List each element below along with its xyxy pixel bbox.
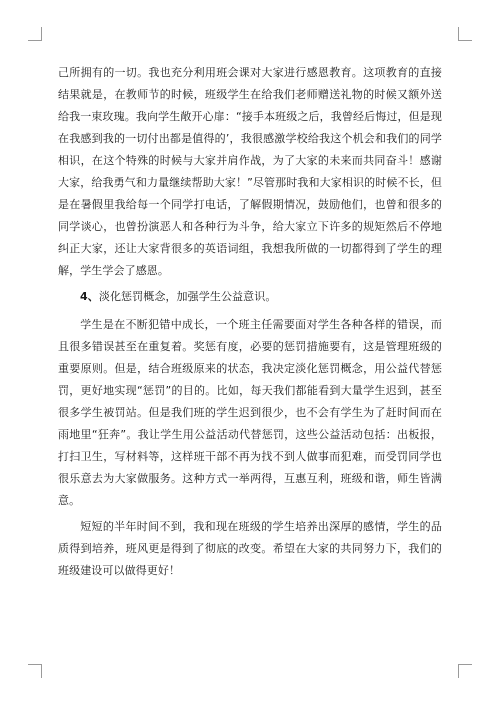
paragraph-3-text: 短短的半年时间不到，我和现在班级的学生培养出深厚的感情，学生的品质得到培养，班风更是得到了彻底的改变。希望在大家的共同努力下，我们的班级建设可以做得更好！ <box>58 520 442 577</box>
paragraph-2 <box>58 314 442 512</box>
crop-mark-top-left-h <box>28 40 42 41</box>
document-body <box>58 62 442 582</box>
crop-mark-bottom-left-h <box>28 664 42 665</box>
paragraph-2-text: 学生是在不断犯错中成长，一个班主任需要面对学生各种各样的错误，而且很多错误甚至在重复着。奖惩有度，必要的惩罚措施要有，这是管理班级的重要原则。但是，结合班级原来的状态，我决定淡化惩罚概念，用公益代替惩罚，更好地实现“惩罚”的目的。比如，每天我们都能看到大量学生迟到，甚至很多学生被罚站。但是我们班的学生迟到很少，也不会有学生为了赶时间而在雨地里“狂奔”。我让学生用公益活动代替惩罚，这些公益活动包括：出板报，打扫卫生，写材料等，这样班干部不再为找不到人做事而犯难，而受罚同学也很乐意去为大家做服务。这种方式一举两得，互惠互利，班级和谐，师生皆满意。 <box>58 318 442 507</box>
crop-mark-top-right-h <box>458 40 472 41</box>
section-heading <box>58 286 442 308</box>
paragraph-1: 己所拥有的一切。我也充分利用班会课对大家进行感恩教育。这项教育的直接结果就是，在教师节的时候，班级学生在给我们老师赠送礼物的时候又额外送给我一束玫瑰。我向学生敞开心扉：“接手本班级之后，我曾经后悔过，但是现在我感到我的一切付出都是值得的’，我很感激学校给我这个机会和我们的同学相识，在这个特殊的时候与大家并肩作战，为了大家的未来而共同奋斗！感谢大家，给我勇气和力量继续帮助大家！”尽管那时我和大家相识的时候不长，但是在暑假里我给每一个同学打电话，了解假期情况，鼓励他们，也曾和很多的同学谈心，也曾扮演恶人和各种行为斗争，给大家立下许多的规矩然后不停地纠正大家，还让大家背很多的英语词组，我想我所做的一切都得到了学生的理解，学生学会了感恩。 <box>58 66 442 277</box>
crop-mark-bottom-right-h <box>458 664 472 665</box>
crop-mark-top-left-v <box>41 27 42 41</box>
section-number: 4、 <box>80 290 99 303</box>
paragraph-3 <box>58 516 442 582</box>
crop-mark-bottom-right-v <box>458 664 459 678</box>
crop-mark-top-right-v <box>458 27 459 41</box>
section-title: 淡化惩罚概念，加强学生公益意识。 <box>98 290 277 303</box>
crop-mark-bottom-left-v <box>41 664 42 678</box>
